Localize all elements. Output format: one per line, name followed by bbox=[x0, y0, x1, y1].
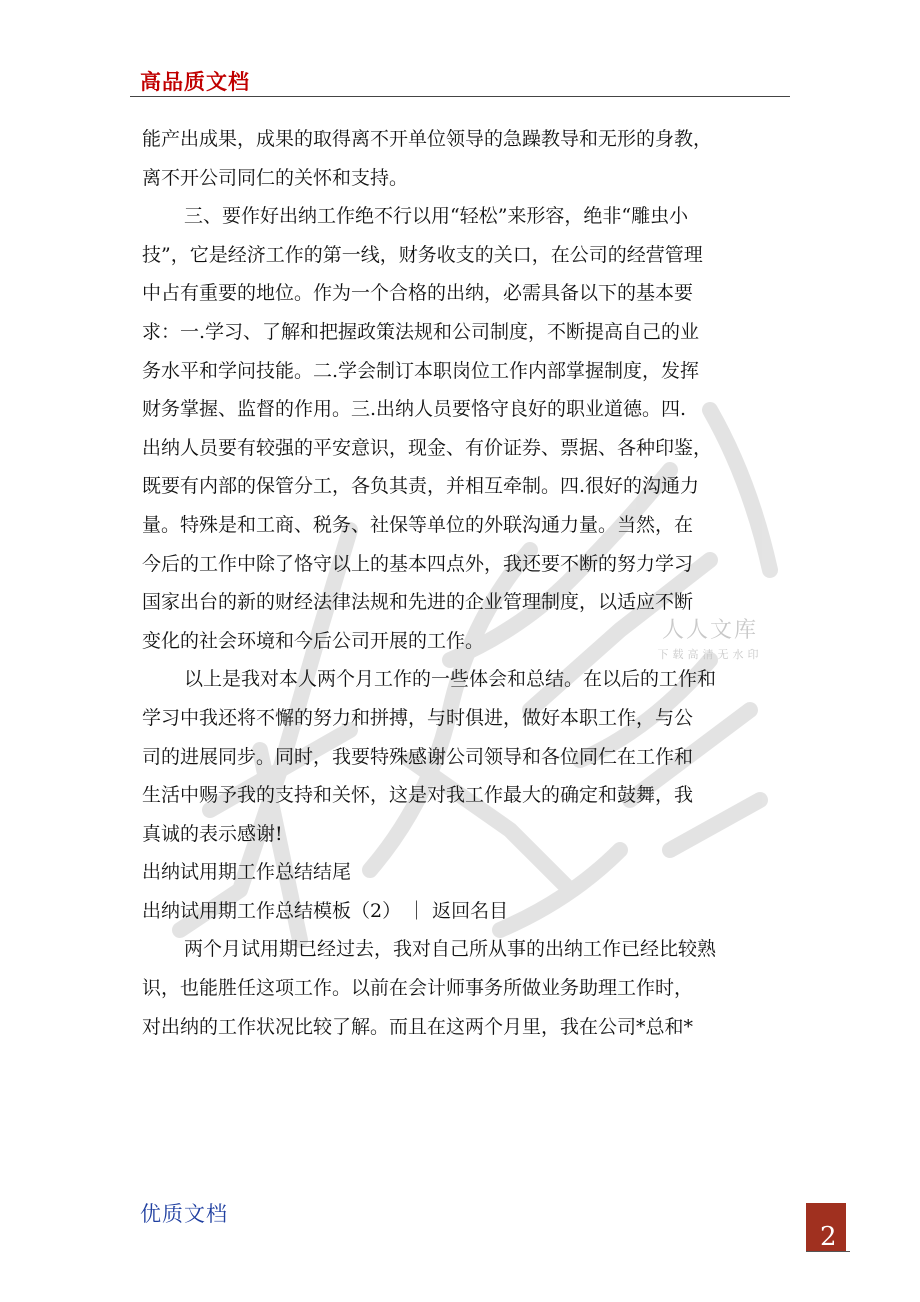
body-line: 量。特殊是和工商、税务、社保等单位的外联沟通力量。当然，在 bbox=[142, 513, 694, 536]
page-number: 2 bbox=[820, 1222, 837, 1252]
body-line: 能产出成果，成果的取得离不开单位领导的急躁教导和无形的身教， bbox=[142, 128, 713, 150]
body-line: 生活中赐予我的支持和关怀，这是对我工作最大的确定和鼓舞，我 bbox=[142, 784, 694, 807]
section-heading-with-link[interactable]: 出纳试用期工作总结模板（2） ｜ 返回名目 bbox=[142, 899, 509, 922]
body-line: 真诚的表示感谢! bbox=[142, 822, 283, 845]
document-body bbox=[142, 120, 782, 1046]
body-line: 中占有重要的地位。作为一个合格的出纳，必需具备以下的基本要 bbox=[142, 282, 694, 305]
body-line: 对出纳的工作状况比较了解。而且在这两个月里，我在公司*总和* bbox=[142, 1015, 694, 1038]
body-line: 财务掌握、监督的作用。三.出纳人员要恪守良好的职业道德。四. bbox=[142, 398, 687, 421]
section-heading: 出纳试用期工作总结结尾 bbox=[142, 861, 352, 884]
document-header-title: 高品质文档 bbox=[140, 70, 250, 94]
body-line: 务水平和学问技能。二.学会制订本职岗位工作内部掌握制度，发挥 bbox=[142, 359, 700, 382]
body-line: 三、要作好出纳工作绝不行以用“轻松”来形容，绝非“雕虫小 bbox=[184, 205, 689, 228]
page-number-underline bbox=[806, 1251, 850, 1252]
document-footer-title: 优质文档 bbox=[140, 1202, 228, 1226]
body-line: 既要有内部的保管分工，各负其责，并相互牵制。四.很好的沟通力 bbox=[142, 475, 700, 498]
body-line: 出纳人员要有较强的平安意识，现金、有价证券、票据、各种印鉴， bbox=[142, 436, 713, 459]
body-line: 求：一.学习、了解和把握政策法规和公司制度，不断提高自己的业 bbox=[142, 320, 700, 343]
body-line: 两个月试用期已经过去，我对自己所从事的出纳工作已经比较熟 bbox=[184, 938, 717, 961]
body-line: 以上是我对本人两个月工作的一些体会和总结。在以后的工作和 bbox=[184, 668, 717, 691]
body-line: 离不开公司同仁的关怀和支持。 bbox=[142, 166, 409, 189]
header-divider bbox=[130, 96, 790, 97]
body-line: 司的进展同步。同时，我要特殊感谢公司领导和各位同仁在工作和 bbox=[142, 745, 694, 768]
watermark-brand: 人人文库 bbox=[661, 618, 758, 643]
watermark-tagline: 下载高清无水印 bbox=[657, 648, 763, 661]
body-line: 技”，它是经济工作的第一线，财务收支的关口，在公司的经营管理 bbox=[142, 243, 703, 266]
body-line: 变化的社会环境和今后公司开展的工作。 bbox=[142, 629, 485, 652]
body-line: 国家出台的新的财经法律法规和先进的企业管理制度，以适应不断 bbox=[142, 591, 694, 614]
body-line: 识，也能胜任这项工作。以前在会计师事务所做业务助理工作时， bbox=[142, 977, 694, 1000]
body-line: 学习中我还将不懈的努力和拼搏，与时俱进，做好本职工作，与公 bbox=[142, 706, 694, 729]
body-line: 今后的工作中除了恪守以上的基本四点外，我还要不断的努力学习 bbox=[142, 552, 694, 575]
